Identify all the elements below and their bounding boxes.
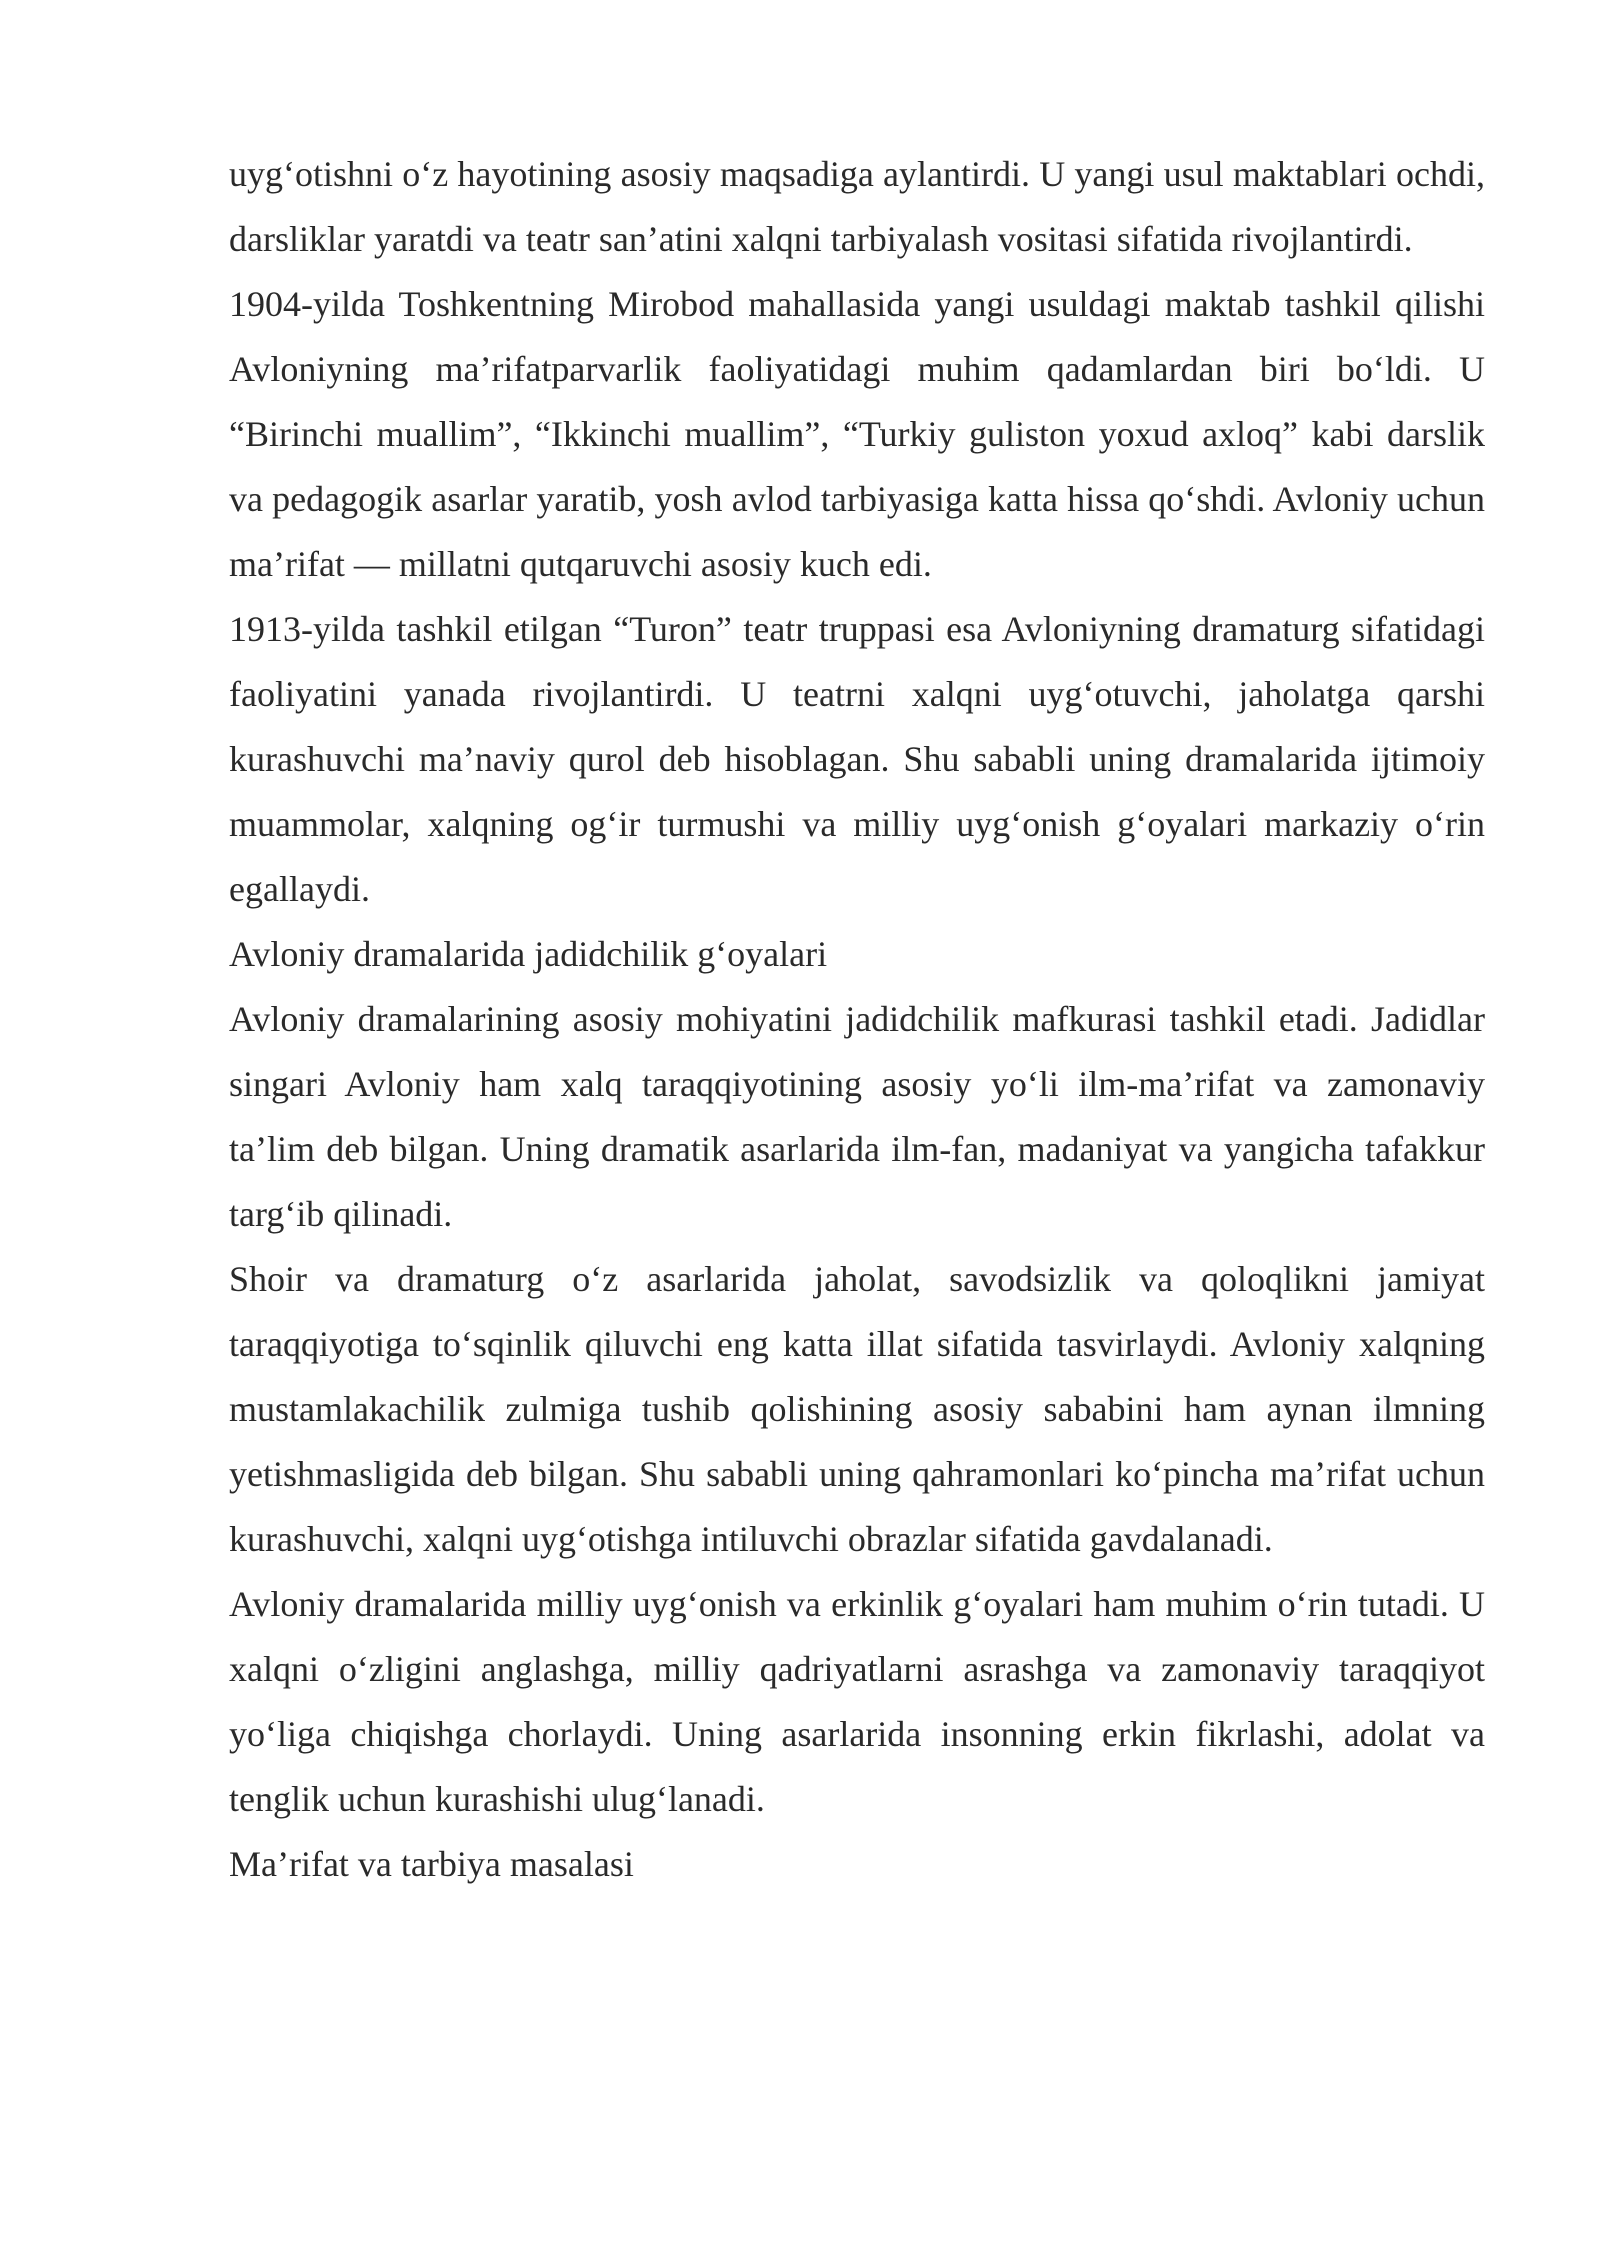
section-heading-enlightenment: Ma’rifat va tarbiya masalasi xyxy=(229,1844,634,1884)
paragraph-jadid-ideology: Avloniy dramalarining asosiy mohiyatini jadidchilik mafkurasi tashkil etadi. Jadidlar singari Avloniy ham xalq taraqqiyotining asosiy yo‘li ilm-ma’rifat va zamonaviy ta’lim deb bilgan. Uning dramatik asarlarida ilm-fan, madaniyat va yangicha tafakkur targ‘ib qilinadi. xyxy=(229,999,1485,1234)
paragraph-intro: uyg‘otishni o‘z hayotining asosiy maqsadiga aylantirdi. U yangi usul maktablari ochdi, darsliklar yaratdi va teatr san’atini xalqni tarbiyalash vositasi sifatida rivojlantirdi. xyxy=(229,154,1485,259)
paragraph-national-awakening: Avloniy dramalarida milliy uyg‘onish va erkinlik g‘oyalari ham muhim o‘rin tutadi. U xalqni o‘zligini anglashga, milliy qadriyatlarni asrashga va zamonaviy taraqqiyot yo‘liga chiqishga chorlaydi. Uning asarlarida insonning erkin fikrlashi, adolat va tenglik uchun kurashishi ulug‘lanadi. xyxy=(229,1584,1485,1819)
section-heading-jadid-ideas: Avloniy dramalarida jadidchilik g‘oyalari xyxy=(229,934,828,974)
document-page xyxy=(229,142,1485,1897)
paragraph-turon-theatre: 1913-yilda tashkil etilgan “Turon” teatr truppasi esa Avloniyning dramaturg sifatidagi faoliyatini yanada rivojlantirdi. U teatrni xalqni uyg‘otuvchi, jaholatga qarshi kurashuvchi ma’naviy qurol deb hisoblagan. Shu sababli uning dramalarida ijtimoiy muammolar, xalqning og‘ir turmushi va milliy uyg‘onish g‘oyalari markaziy o‘rin egallaydi. xyxy=(229,609,1485,909)
paragraph-ignorance-theme: Shoir va dramaturg o‘z asarlarida jaholat, savodsizlik va qoloqlikni jamiyat taraqqiyotiga to‘sqinlik qiluvchi eng katta illat sifatida tasvirlaydi. Avloniy xalqning mustamlakachilik zulmiga tushib qolishining asosiy sababini ham aynan ilmning yetishmasligida deb bilgan. Shu sababli uning qahramonlari ko‘pincha ma’rifat uchun kurashuvchi, xalqni uyg‘otishga intiluvchi obrazlar sifatida gavdalanadi. xyxy=(229,1259,1485,1559)
paragraph-mirobod-school: 1904-yilda Toshkentning Mirobod mahallasida yangi usuldagi maktab tashkil qilishi Avloniyning ma’rifatparvarlik faoliyatidagi muhim qadamlardan biri bo‘ldi. U “Birinchi muallim”, “Ikkinchi muallim”, “Turkiy guliston yoxud axloq” kabi darslik va pedagogik asarlar yaratib, yosh avlod tarbiyasiga katta hissa qo‘shdi. Avloniy uchun ma’rifat — millatni qutqaruvchi asosiy kuch edi. xyxy=(229,284,1485,584)
